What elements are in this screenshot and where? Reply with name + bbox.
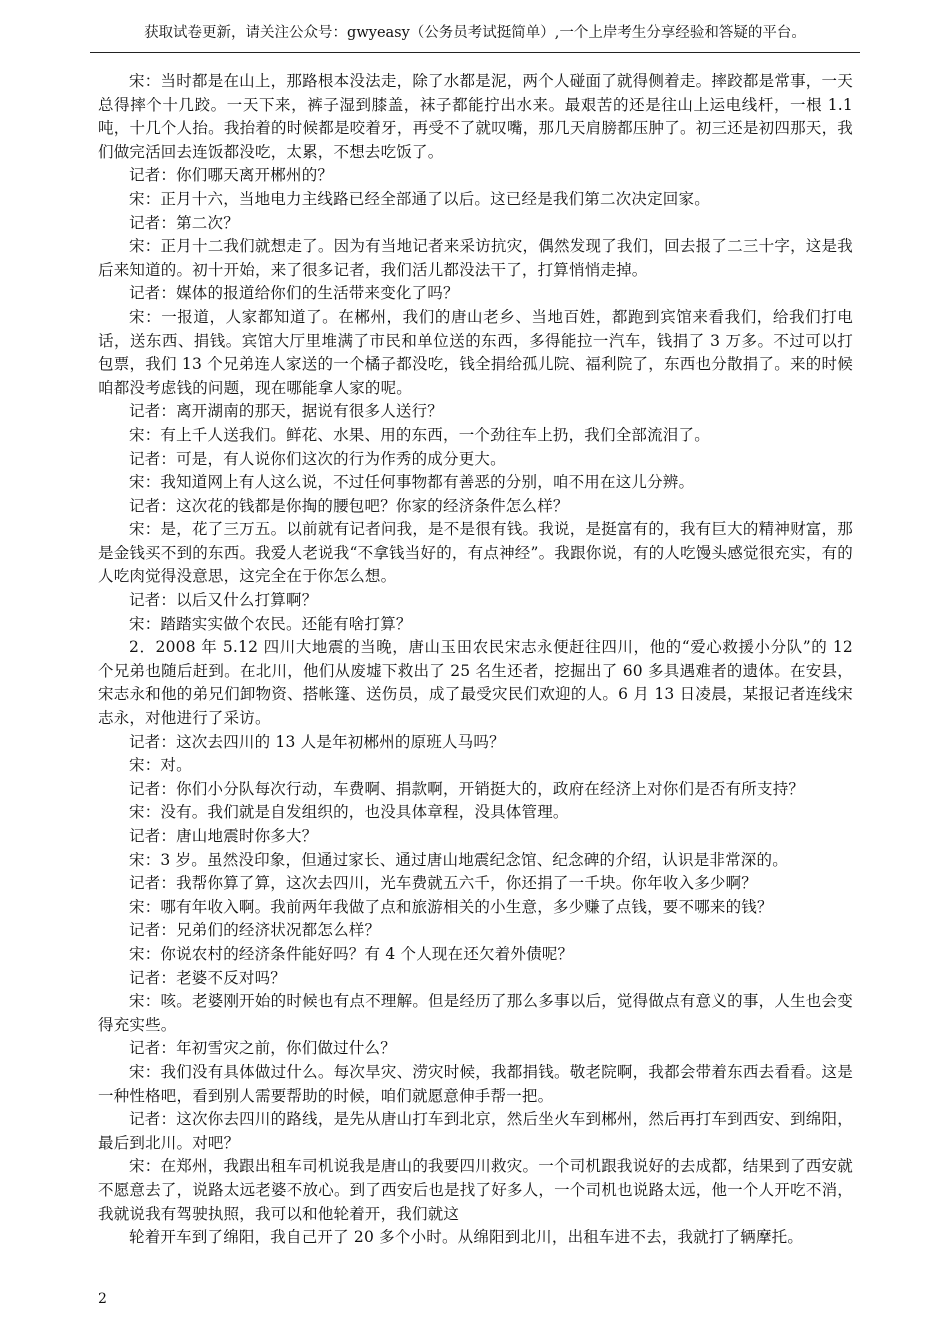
paragraph: 2．2008 年 5.12 四川大地震的当晚，唐山玉田农民宋志永便赶往四川，他的“爱心救援小分队”的 12 个兄弟也随后赶到。在北川，他们从废墟下救出了 25 名生还者，挖掘出了 60 多具遇难者的遗体。在安县，宋志永和他的弟兄们卸物资、搭帐篷、送伤员，成了最受灾民们欢迎的人。6 月 13 日凌晨，某报记者连线宋志永，对他进行了采访。 [98, 638, 853, 728]
paragraph: 记者：第二次？ [129, 213, 239, 232]
paragraph: 记者：离开湖南的那天，据说有很多人送行？ [129, 402, 444, 421]
paragraph: 记者：我帮你算了算，这次去四川，光车费就五六千，你还捐了一千块。你年收入多少啊？ [129, 874, 758, 893]
paragraph: 宋：一报道，人家都知道了。在郴州，我们的唐山老乡、当地百姓，都跑到宾馆来看我们，给我们打电话，送东西、捐钱。宾馆大厅里堆满了市民和单位送的东西，多得能拉一汽车，钱捐了 3 万多。不过可以打包票，我们 13 个兄弟连人家送的一个橘子都没吃，钱全捐给孤儿院、福利院了，东西也分散捐了。来的时候咱都没考虑钱的问题，现在哪能拿人家的呢。 [98, 307, 853, 397]
paragraph: 宋：是，花了三万五。以前就有记者问我，是不是很有钱。我说，是挺富有的，我有巨大的精神财富，那是金钱买不到的东西。我爱人老说我“不拿钱当好的，有点神经”。我跟你说，有的人吃馒头感觉很充实，有的人吃肉觉得没意思，这完全在于你怎么想。 [98, 520, 853, 586]
paragraph: 宋：没有。我们就是自发组织的，也没具体章程，没具体管理。 [129, 803, 569, 822]
paragraph: 记者：唐山地震时你多大？ [129, 827, 318, 845]
paragraph: 宋：3 岁。虽然没印象，但通过家长、通过唐山地震纪念馆、纪念碑的介绍，认识是非常深的。 [129, 850, 788, 869]
page-header: 获取试卷更新，请关注公众号：gwyeasy（公务员考试挺简单）,一个上岸考生分享经验和答疑的平台。 [144, 25, 806, 41]
paragraph: 宋：有上千人送我们。鲜花、水果、用的东西，一个劲往车上扔，我们全部流泪了。 [129, 425, 710, 444]
paragraph: 记者：年初雪灾之前，你们做过什么？ [129, 1039, 396, 1058]
header-divider [90, 52, 860, 53]
paragraph: 宋：哪有年收入啊。我前两年我做了点和旅游相关的小生意，多少赚了点钱，要不哪来的钱？ [129, 897, 773, 916]
paragraph: 宋：我知道网上有人这么说，不过任何事物都有善恶的分别，咱不用在这儿分辨。 [129, 473, 695, 492]
body-text [98, 70, 853, 1250]
paragraph: 记者：这次去四川的 13 人是年初郴州的原班人马吗？ [129, 732, 505, 751]
paragraph: 记者：你们哪天离开郴州的？ [129, 166, 334, 185]
page-number: 2 [98, 1291, 107, 1307]
paragraph: 记者：这次花的钱都是你掏的腰包吧？你家的经济条件怎么样？ [129, 496, 569, 515]
paragraph: 宋：我们没有具体做过什么。每次旱灾、涝灾时候，我都捐钱。敬老院啊，我都会带着东西去看看。这是一种性格吧，看到别人需要帮助的时候，咱们就愿意伸手帮一把。 [98, 1062, 853, 1105]
paragraph: 宋：你说农村的经济条件能好吗？有 4 个人现在还欠着外债呢？ [129, 944, 574, 963]
paragraph: 记者：你们小分队每次行动，车费啊、捐款啊，开销挺大的，政府在经济上对你们是否有所支持？ [129, 779, 805, 798]
paragraph: 宋：正月十二我们就想走了。因为有当地记者来采访抗灾，偶然发现了我们，回去报了二三十字，这是我后来知道的。初十开始，来了很多记者，我们活儿都没法干了，打算悄悄走掉。 [98, 237, 853, 279]
paragraph: 记者：兄弟们的经济状况都怎么样？ [129, 921, 381, 940]
paragraph: 宋：正月十六，当地电力主线路已经全部通了以后。这已经是我们第二次决定回家。 [129, 189, 710, 208]
paragraph: 宋：在郑州，我跟出租车司机说我是唐山的我要四川救灾。一个司机跟我说好的去成都，结果到了西安就不愿意去了，说路太远老婆不放心。到了西安后也是找了好多人，一个司机也说路太远，他一个人开吃不消，我就说我有驾驶执照，我可以和他轮着开，我们就这 [98, 1157, 853, 1223]
paragraph: 宋：当时都是在山上，那路根本没法走，除了水都是泥，两个人碰面了就得侧着走。摔跤都是常事，一天总得摔个十几跤。一天下来，裤子湿到膝盖，袜子都能拧出水来。最艰苦的还是往山上运电线杆，一根 1.1 吨，十几个人抬。我抬着的时候都是咬着牙，再受不了就叹嘴，那几天肩膀都压肿了。初三还是初四那天，我们做完活回去连饭都没吃，太累，不想去吃饭了。 [98, 72, 853, 161]
paragraph: 宋：踏踏实实做个农民。还能有啥打算？ [129, 614, 412, 633]
paragraph: 记者：这次你去四川的路线，是先从唐山打车到北京，然后坐火车到郴州，然后再打车到西安、到绵阳，最后到北川。对吧？ [98, 1110, 853, 1152]
paragraph: 记者：媒体的报道给你们的生活带来变化了吗？ [129, 284, 459, 303]
paragraph: 宋：咳。老婆刚开始的时候也有点不理解。但是经历了那么多事以后，觉得做点有意义的事，人生也会变得充实些。 [98, 992, 853, 1034]
paragraph: 记者：可是，有人说你们这次的行为作秀的成分更大。 [129, 449, 506, 468]
paragraph: 宋：对。 [129, 756, 192, 775]
paragraph: 轮着开车到了绵阳，我自己开了 20 多个小时。从绵阳到北川，出租车进不去，我就打了辆摩托。 [129, 1228, 804, 1247]
paragraph: 记者：老婆不反对吗？ [129, 968, 287, 987]
paragraph: 记者：以后又什么打算啊？ [129, 591, 318, 610]
